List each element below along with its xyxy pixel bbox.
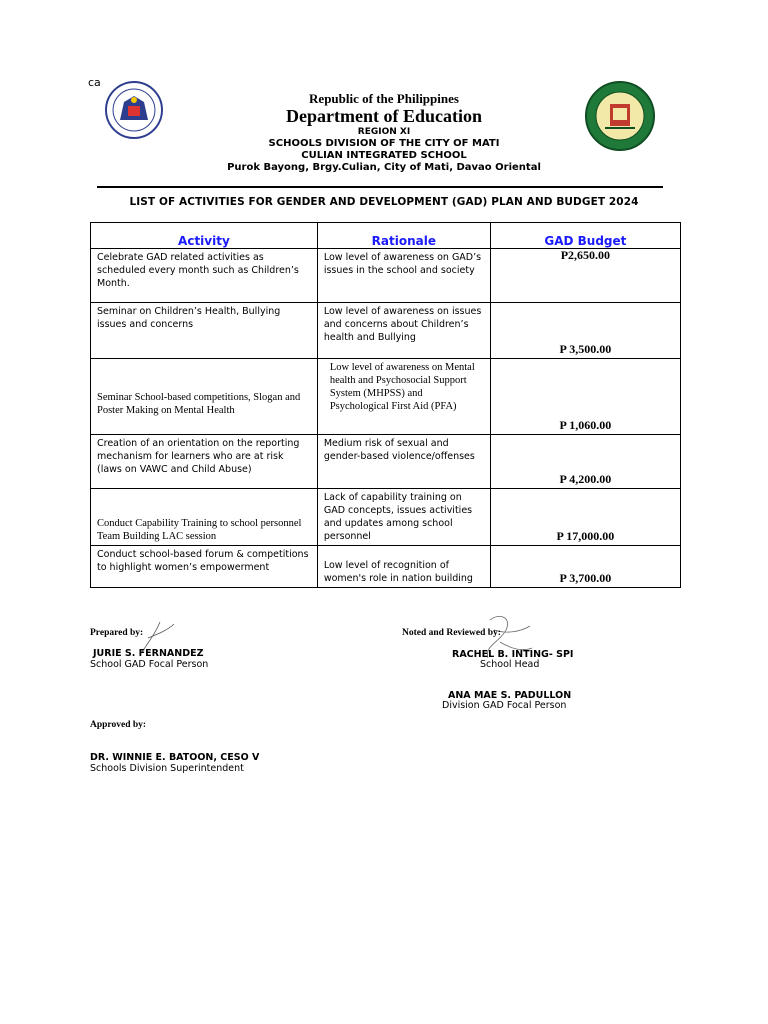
prepared-by-title: School GAD Focal Person xyxy=(90,659,209,670)
prepared-by-label: Prepared by: xyxy=(90,628,144,638)
rationale-cell: Low level of awareness on Mental health and Psychosocial Support System (MHPSS) and Psychological First Aid (PFA) xyxy=(317,359,490,435)
rationale-cell: Low level of recognition of women's role in nation building xyxy=(317,546,490,588)
activity-cell: Celebrate GAD related activities as scheduled every month such as Children’s Month. xyxy=(91,249,318,303)
activity-cell: Creation of an orientation on the reporting mechanism for learners who are at risk (laws on VAWC and Child Abuse) xyxy=(91,435,318,489)
activity-cell: Conduct school-based forum & competitions to highlight women’s empowerment xyxy=(91,546,318,588)
table-header-row xyxy=(91,223,681,249)
school-address: Purok Bayong, Brgy.Culian, City of Mati, Davao Oriental xyxy=(227,162,541,173)
rationale-cell: Low level of awareness on GAD’s issues in the school and society xyxy=(317,249,490,303)
table-row xyxy=(91,489,681,546)
budget-cell: P 3,500.00 xyxy=(490,303,680,359)
header-divider xyxy=(97,186,663,188)
region-line: REGION XI xyxy=(357,127,411,137)
table-row xyxy=(91,359,681,435)
rationale-cell: Lack of capability training on GAD concepts, issues activities and updates among school personnel xyxy=(317,489,490,546)
approved-by-title: Schools Division Superintendent xyxy=(90,763,244,774)
noted-by-title: School Head xyxy=(480,659,540,670)
activity-cell: Seminar School-based competitions, Slogan and Poster Making on Mental Health xyxy=(91,359,318,435)
budget-cell: P 1,060.00 xyxy=(490,359,680,435)
rationale-cell: Low level of awareness on issues and concerns about Children’s health and Bullying xyxy=(317,303,490,359)
corner-mark: ca xyxy=(88,76,101,89)
activity-cell: Conduct Capability Training to school personnel Team Building LAC session xyxy=(91,489,318,546)
budget-cell: P 4,200.00 xyxy=(490,435,680,489)
division-focal-name: ANA MAE S. PADULLON xyxy=(448,690,572,701)
budget-cell: P2,650.00 xyxy=(490,249,680,303)
document-title: LIST OF ACTIVITIES FOR GENDER AND DEVELOPMENT (GAD) PLAN AND BUDGET 2024 xyxy=(129,196,639,208)
approved-by-name: DR. WINNIE E. BATOON, CESO V xyxy=(90,752,260,763)
activity-cell: Seminar on Children’s Health, Bullying issues and concerns xyxy=(91,303,318,359)
header-rationale: Rationale xyxy=(317,223,490,249)
school-name: CULIAN INTEGRATED SCHOOL xyxy=(301,150,467,161)
header-activity: Activity xyxy=(91,223,318,249)
header-gad-budget: GAD Budget xyxy=(490,223,680,249)
budget-cell: P 17,000.00 xyxy=(490,489,680,546)
approved-by-label: Approved by: xyxy=(90,720,147,730)
noted-by-name: RACHEL B. INTING- SPI xyxy=(452,649,574,660)
division-line: SCHOOLS DIVISION OF THE CITY OF MATI xyxy=(268,138,500,149)
table-row xyxy=(91,435,681,489)
prepared-by-name: JURIE S. FERNANDEZ xyxy=(93,648,204,659)
rationale-cell: Medium risk of sexual and gender-based violence/offenses xyxy=(317,435,490,489)
division-focal-title: Division GAD Focal Person xyxy=(442,700,567,711)
republic-line: Republic of the Philippines xyxy=(309,91,459,106)
department-name: Department of Education xyxy=(286,106,482,126)
noted-by-label: Noted and Reviewed by: xyxy=(402,628,501,638)
gad-activities-table xyxy=(90,222,681,588)
table-row xyxy=(91,249,681,303)
table-row xyxy=(91,303,681,359)
budget-cell: P 3,700.00 xyxy=(490,546,680,588)
table-row xyxy=(91,546,681,588)
